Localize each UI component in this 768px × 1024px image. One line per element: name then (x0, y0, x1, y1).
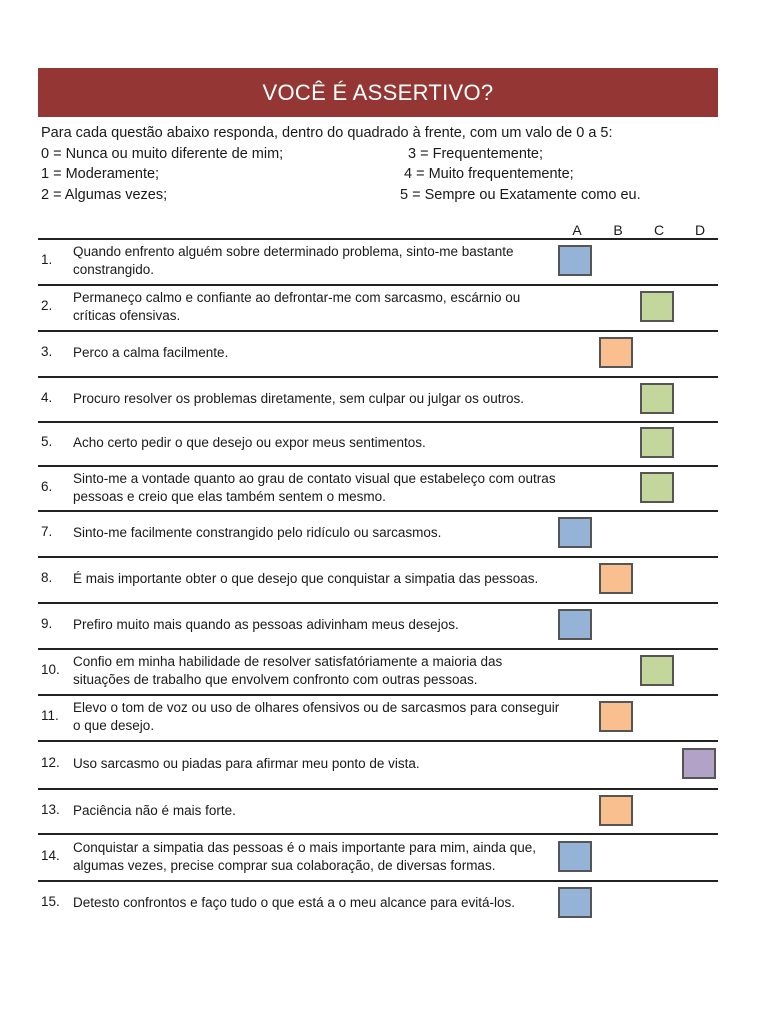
question-text: Acho certo pedir o que desejo ou expor meus sentimentos. (73, 435, 426, 450)
answer-box-a[interactable] (558, 245, 592, 276)
answer-box-b[interactable] (599, 701, 633, 732)
column-header-c: C (653, 222, 665, 238)
column-header-b: B (613, 222, 623, 238)
scale-0: 0 = Nunca ou muito diferente de mim; (41, 146, 284, 162)
question-number: 12. (41, 755, 60, 770)
question-text: Detesto confrontos e faço tudo o que está a o meu alcance para evitá-los. (73, 895, 516, 910)
row-divider (38, 376, 718, 378)
scale-5: 5 = Sempre ou Exatamente como eu. (400, 187, 641, 203)
scale-3: 3 = Frequentemente; (408, 146, 544, 162)
question-text: Paciência não é mais forte. (73, 802, 236, 818)
row-divider (38, 880, 718, 882)
question-number: 9. (41, 616, 53, 631)
question-text: Perco a calma facilmente. (73, 345, 229, 360)
question-number: 8. (41, 570, 53, 585)
question-number: 10. (41, 662, 60, 677)
row-divider (38, 284, 718, 286)
scale-2: 2 = Algumas vezes; (41, 187, 168, 203)
question-text: Quando enfrento alguém sobre determinado problema, sinto-me bastante constrangido. (73, 244, 514, 277)
question-number: 15. (41, 894, 60, 909)
scale-4: 4 = Muito frequentemente; (404, 166, 574, 182)
page-title: VOCÊ É ASSERTIVO? (262, 79, 494, 105)
question-number: 1. (41, 252, 53, 267)
question-number: 5. (41, 434, 53, 449)
answer-box-c[interactable] (640, 655, 674, 686)
answer-box-a[interactable] (558, 517, 592, 548)
question-number: 11. (41, 708, 59, 723)
row-divider (38, 556, 718, 558)
question-number: 2. (41, 298, 53, 313)
question-number: 3. (41, 344, 53, 359)
question-text: Sinto-me a vontade quanto ao grau de contato visual que estabeleço com outras pessoas e creio que elas também sentem o mesmo. (73, 470, 556, 504)
row-divider (38, 330, 718, 332)
row-divider (38, 465, 718, 467)
row-divider (38, 740, 718, 742)
question-text: Elevo o tom de voz ou uso de olhares ofensivos ou de sarcasmos para conseguir o que desejo. (73, 700, 560, 733)
question-text: Permaneço calmo e confiante ao defrontar-me com sarcasmo, escárnio ou críticas ofensivas. (73, 290, 521, 323)
question-text: Sinto-me facilmente constrangido pelo ridículo ou sarcasmos. (73, 525, 442, 540)
question-text: Confio em minha habilidade de resolver satisfatóriamente a maioria das situações de trabalho que envolvem confronto com outras pessoas. (73, 654, 503, 687)
answer-box-b[interactable] (599, 795, 633, 826)
scale-1: 1 = Moderamente; (41, 166, 160, 182)
answer-box-b[interactable] (599, 563, 633, 594)
question-text: Uso sarcasmo ou piadas para afirmar meu ponto de vista. (73, 756, 420, 771)
title-banner (38, 68, 718, 117)
question-number: 7. (41, 524, 53, 539)
answer-box-a[interactable] (558, 609, 592, 640)
answer-box-c[interactable] (640, 291, 674, 322)
question-text: Procuro resolver os problemas diretamente, sem culpar ou julgar os outros. (73, 390, 524, 406)
row-divider (38, 602, 718, 604)
row-divider (38, 694, 718, 696)
row-divider (38, 648, 718, 650)
column-header-d: D (694, 222, 706, 238)
row-divider (38, 788, 718, 790)
question-number: 6. (41, 478, 53, 494)
question-number: 4. (41, 389, 53, 405)
answer-box-b[interactable] (599, 337, 633, 368)
row-divider (38, 510, 718, 512)
question-number: 14. (41, 847, 60, 863)
question-text: Conquistar a simpatia das pessoas é o mais importante para mim, ainda que, algumas vezes, precise comprar sua colaboração, de diversas formas. (73, 839, 536, 873)
question-text: É mais importante obter o que desejo que conquistar a simpatia das pessoas. (73, 571, 539, 586)
question-number: 13. (41, 801, 60, 817)
row-divider (38, 421, 718, 423)
answer-box-d[interactable] (682, 748, 716, 779)
instructions-line: Para cada questão abaixo responda, dentro do quadrado à frente, com um valo de 0 a 5: (41, 125, 613, 141)
column-header-a: A (572, 222, 582, 238)
question-text: Prefiro muito mais quando as pessoas adivinham meus desejos. (73, 617, 459, 632)
row-divider (38, 833, 718, 835)
answer-box-c[interactable] (640, 383, 674, 414)
answer-box-c[interactable] (640, 472, 674, 503)
answer-box-a[interactable] (558, 887, 592, 918)
answer-box-a[interactable] (558, 841, 592, 872)
row-divider (38, 238, 718, 240)
answer-box-c[interactable] (640, 427, 674, 458)
